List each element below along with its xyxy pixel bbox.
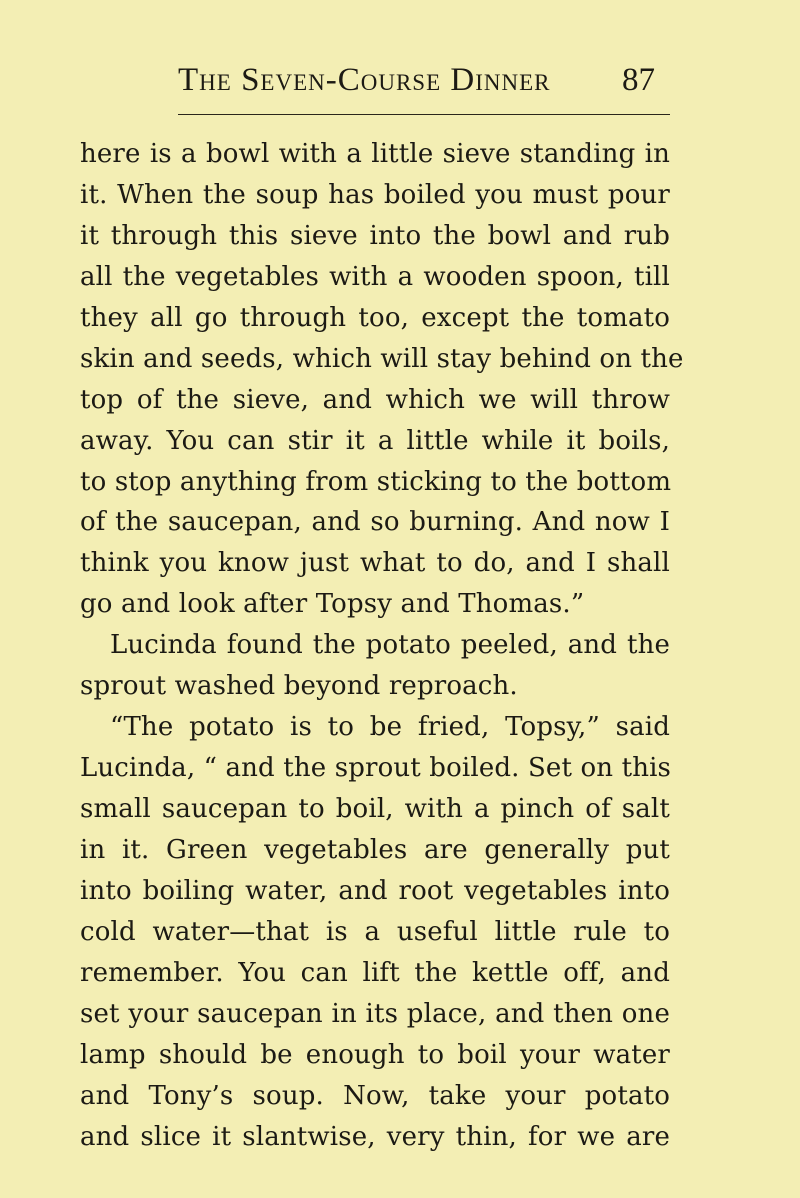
- text-line: all the vegetables with a wooden spoon, till: [80, 261, 670, 292]
- text-line: skin and seeds, which will stay behind on the: [80, 343, 684, 374]
- text-line: to stop anything from sticking to the bottom: [80, 466, 672, 497]
- running-header: [0, 62, 800, 102]
- text-line: of the saucepan, and so burning. And now I: [80, 507, 670, 538]
- text-line: it through this sieve into the bowl and rub: [80, 220, 670, 251]
- text-line: Lucinda, “ and the sprout boiled. Set on this: [80, 753, 672, 784]
- body-text: [80, 134, 684, 1157]
- running-title: The Seven-Course Dinner: [178, 62, 551, 98]
- text-line: lamp should be enough to boil your water: [80, 1039, 670, 1070]
- text-line: in it. Green vegetables are generally put: [80, 834, 670, 865]
- text-line: top of the sieve, and which we will throw: [80, 384, 670, 415]
- text-line: set your saucepan in its place, and then one: [80, 998, 670, 1029]
- text-line: they all go through too, except the tomato: [80, 302, 670, 333]
- text-line: here is a bowl with a little sieve standing in: [80, 139, 670, 169]
- header-rule: [178, 114, 670, 115]
- text-line: away. You can stir it a little while it boils,: [80, 425, 670, 456]
- text-line: and Tony’s soup. Now, take your potato: [80, 1080, 670, 1111]
- text-line: go and look after Topsy and Thomas.”: [80, 589, 585, 620]
- text-line: small saucepan to boil, with a pinch of salt: [80, 794, 670, 824]
- text-line: sprout washed beyond reproach.: [80, 671, 518, 702]
- page-number: 87: [622, 62, 655, 98]
- text-line: cold water—that is a useful little rule to: [80, 916, 670, 947]
- text-line: remember. You can lift the kettle off, and: [80, 957, 670, 988]
- text-line: “The potato is to be fried, Topsy,” said: [110, 712, 670, 743]
- text-line: and slice it slantwise, very thin, for we are: [80, 1121, 670, 1152]
- text-line: think you know just what to do, and I shall: [80, 548, 670, 579]
- text-line: it. When the soup has boiled you must pour: [80, 179, 670, 210]
- text-line: into boiling water, and root vegetables into: [80, 875, 670, 906]
- text-line: Lucinda found the potato peeled, and the: [110, 630, 670, 661]
